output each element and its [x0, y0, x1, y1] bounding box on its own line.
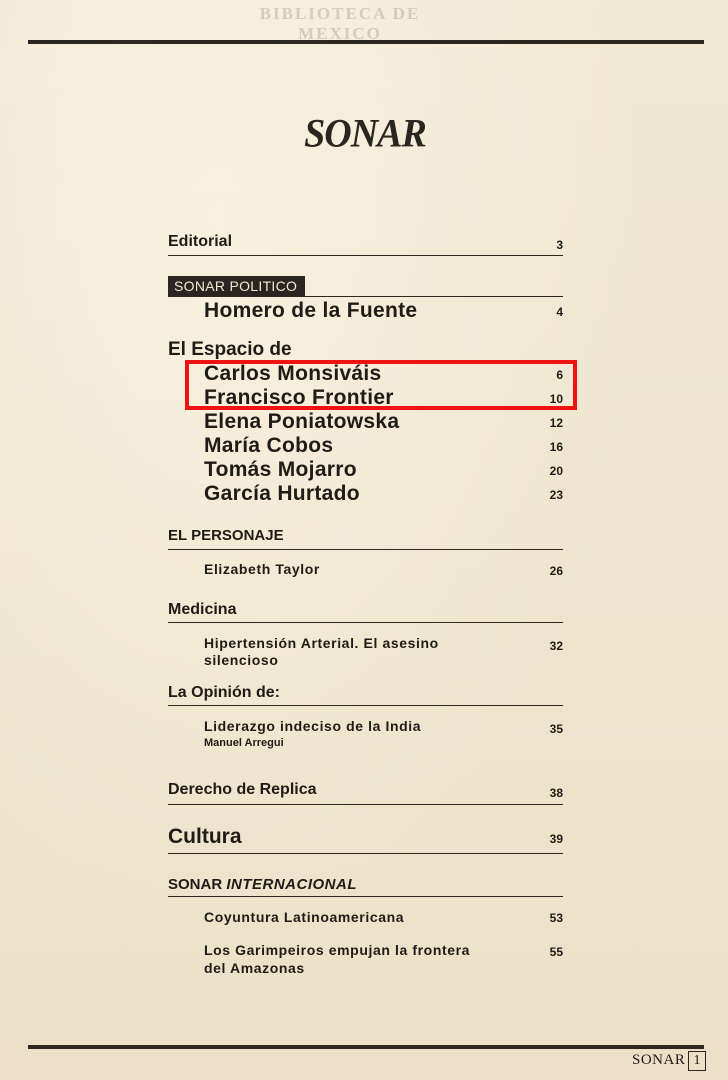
page-number: 3 [556, 238, 563, 252]
page-number: 10 [549, 392, 563, 406]
section-title: Cultura [168, 825, 242, 848]
toc-espacio [168, 337, 563, 361]
section-title: Medicina [168, 601, 237, 618]
page-number: 26 [549, 564, 563, 578]
page-number: 38 [549, 786, 563, 800]
item-title-line1: Los Garimpeiros empujan la frontera [204, 942, 471, 958]
item-author: Manuel Arregui [204, 737, 284, 749]
page-number: 55 [549, 945, 563, 959]
page-number: 39 [549, 832, 563, 846]
item-title-line1: Hipertensión Arterial. El asesino [204, 635, 439, 651]
item-title: Homero de la Fuente [204, 299, 418, 322]
toc-derecho[interactable] [168, 760, 563, 805]
toc-item-homero[interactable] [168, 297, 563, 327]
toc-cultura[interactable] [168, 805, 563, 854]
section-title [168, 876, 357, 893]
page-number: 20 [549, 464, 563, 478]
table-of-contents [168, 228, 563, 977]
section-title-internacional: INTERNACIONAL [226, 876, 358, 893]
item-title: Francisco Frontier [204, 386, 394, 409]
toc-item-india[interactable] [168, 706, 563, 760]
item-title: Liderazgo indeciso de la India [204, 718, 422, 734]
footer-page-number: 1 [688, 1051, 706, 1071]
toc-medicina [168, 596, 563, 623]
toc-item-mojarro[interactable] [168, 458, 563, 482]
footer-label: SONAR [632, 1052, 686, 1068]
section-title: EL PERSONAJE [168, 527, 284, 544]
toc-personaje [168, 523, 563, 550]
toc-item-taylor[interactable] [168, 550, 563, 582]
item-title: María Cobos [204, 434, 334, 457]
bleed-through-header: BIBLIOTECA DE MEXICO [259, 4, 421, 43]
item-title-line2: silencioso [204, 652, 279, 668]
item-title: Tomás Mojarro [204, 458, 357, 481]
section-title: Derecho de Replica [168, 781, 317, 798]
section-title-sonar: SONAR [168, 876, 223, 893]
page-number: 16 [549, 440, 563, 454]
toc-item-hurtado[interactable] [168, 482, 563, 506]
page-number: 32 [549, 639, 563, 653]
page-number: 35 [549, 722, 563, 736]
section-title: El Espacio de [168, 339, 292, 360]
masthead-title: SONAR [304, 111, 426, 157]
page-number: 53 [549, 911, 563, 925]
item-title: García Hurtado [204, 482, 360, 505]
item-title-line2: del Amazonas [204, 960, 305, 976]
item-title: Elena Poniatowska [204, 410, 400, 433]
toc-item-poniatowska[interactable] [168, 410, 563, 434]
toc-item-garimpeiros[interactable] [168, 933, 563, 977]
item-title: Elizabeth Taylor [204, 561, 320, 577]
toc-editorial[interactable] [168, 228, 563, 256]
page-number: 12 [549, 416, 563, 430]
toc-item-coyuntura[interactable] [168, 897, 563, 933]
section-title: La Opinión de: [168, 684, 280, 701]
highlight-box [185, 360, 577, 410]
page-number: 23 [549, 488, 563, 502]
page-number: 4 [556, 305, 563, 319]
toc-item-cobos[interactable] [168, 434, 563, 458]
toc-item-hipertension[interactable] [168, 623, 563, 669]
toc-internacional [168, 854, 563, 897]
toc-sonar-politico [168, 276, 563, 297]
bottom-rule [28, 1045, 704, 1049]
toc-opinion [168, 679, 563, 706]
section-title: Editorial [168, 233, 233, 250]
item-title: Carlos Monsiváis [204, 362, 382, 385]
item-title: Coyuntura Latinoamericana [204, 909, 405, 925]
page-number: 6 [556, 368, 563, 382]
section-badge: SONAR POLITICO [168, 276, 305, 296]
